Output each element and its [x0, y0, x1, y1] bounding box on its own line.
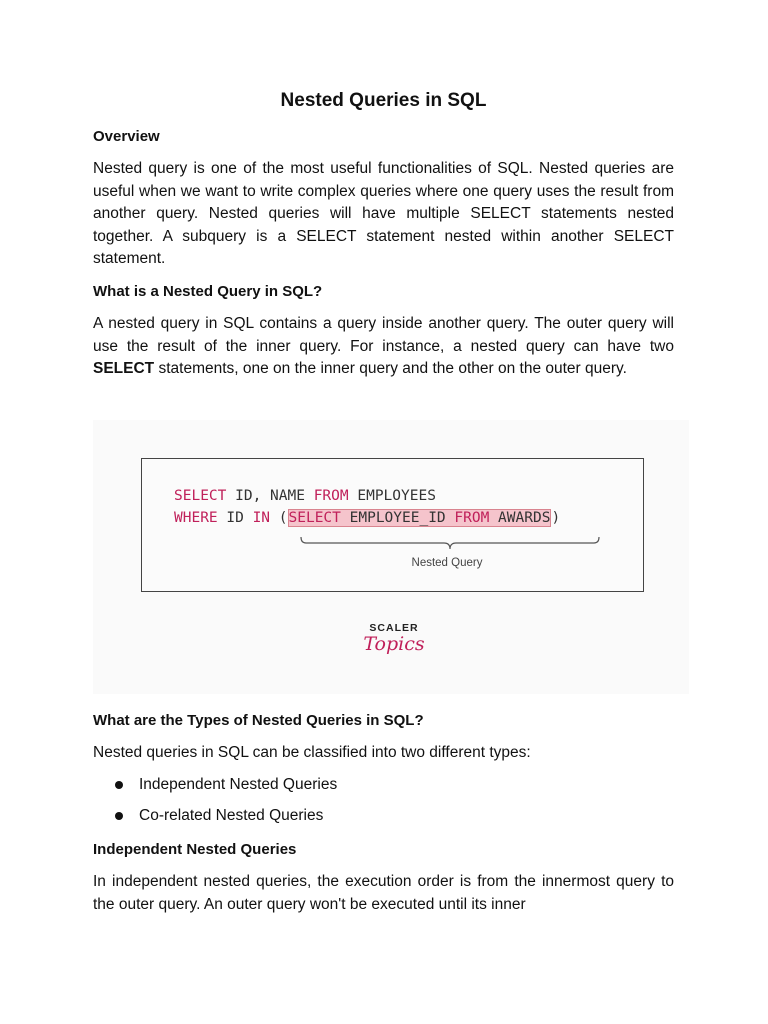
- sql-figure: [93, 420, 689, 694]
- code-text: (: [270, 510, 288, 526]
- what-text-bold: SELECT: [93, 360, 155, 377]
- code-keyword: SELECT: [288, 510, 341, 526]
- overview-heading: Overview: [93, 128, 160, 145]
- code-text: EMPLOYEES: [348, 488, 436, 504]
- bullet-icon: [115, 812, 123, 820]
- logo-wordmark: SCALER: [369, 622, 419, 634]
- code-keyword: FROM: [313, 488, 349, 504]
- types-paragraph: Nested queries in SQL can be classified into two different types:: [93, 744, 531, 761]
- page-title: Nested Queries in SQL: [280, 90, 487, 111]
- list-item-label: Independent Nested Queries: [139, 776, 338, 793]
- what-text-1: A nested query in SQL contains a query inside another query. The outer query will use the result of the inner query. For instance, a nested query can have two: [93, 315, 674, 355]
- code-keyword: FROM: [454, 510, 490, 526]
- logo-script: Topics: [363, 633, 425, 655]
- code-keyword: WHERE: [174, 510, 218, 526]
- types-list: [111, 774, 337, 836]
- scaler-topics-logo: [359, 622, 429, 654]
- code-keyword: SELECT: [174, 488, 227, 504]
- what-text-2: statements, one on the inner query and the other on the outer query.: [154, 360, 627, 377]
- code-text: EMPLOYEE_ID: [340, 510, 455, 526]
- bullet-icon: [115, 781, 123, 789]
- code-text: ID, NAME: [226, 488, 314, 504]
- code-box: [141, 458, 644, 592]
- code-text: ): [551, 510, 561, 526]
- list-item: [111, 805, 337, 836]
- code-line-1: [174, 486, 436, 506]
- code-line-2: [174, 508, 560, 528]
- nested-query-label: Nested Query: [411, 557, 483, 569]
- independent-paragraph: In independent nested queries, the execution order is from the innermost query to the outer query. An outer query won't be executed until its inner: [93, 873, 674, 913]
- code-text: ID: [217, 510, 253, 526]
- independent-heading: Independent Nested Queries: [93, 841, 297, 858]
- curly-brace-icon: [300, 535, 600, 555]
- what-heading: What is a Nested Query in SQL?: [93, 283, 323, 300]
- list-item-label: Co-related Nested Queries: [139, 807, 324, 824]
- code-keyword: IN: [252, 510, 271, 526]
- list-item: [111, 774, 337, 805]
- overview-paragraph: Nested query is one of the most useful functionalities of SQL. Nested queries are useful when we want to write complex queries where one query uses the result from another query. Nested queries will have multiple SELECT statements nested together. A subquery is a SELECT statement nested within another SELECT statement.: [93, 160, 674, 267]
- code-text: AWARDS: [489, 510, 551, 526]
- types-heading: What are the Types of Nested Queries in SQL?: [93, 712, 424, 729]
- subquery-highlight: [288, 509, 552, 527]
- what-paragraph: [93, 313, 674, 381]
